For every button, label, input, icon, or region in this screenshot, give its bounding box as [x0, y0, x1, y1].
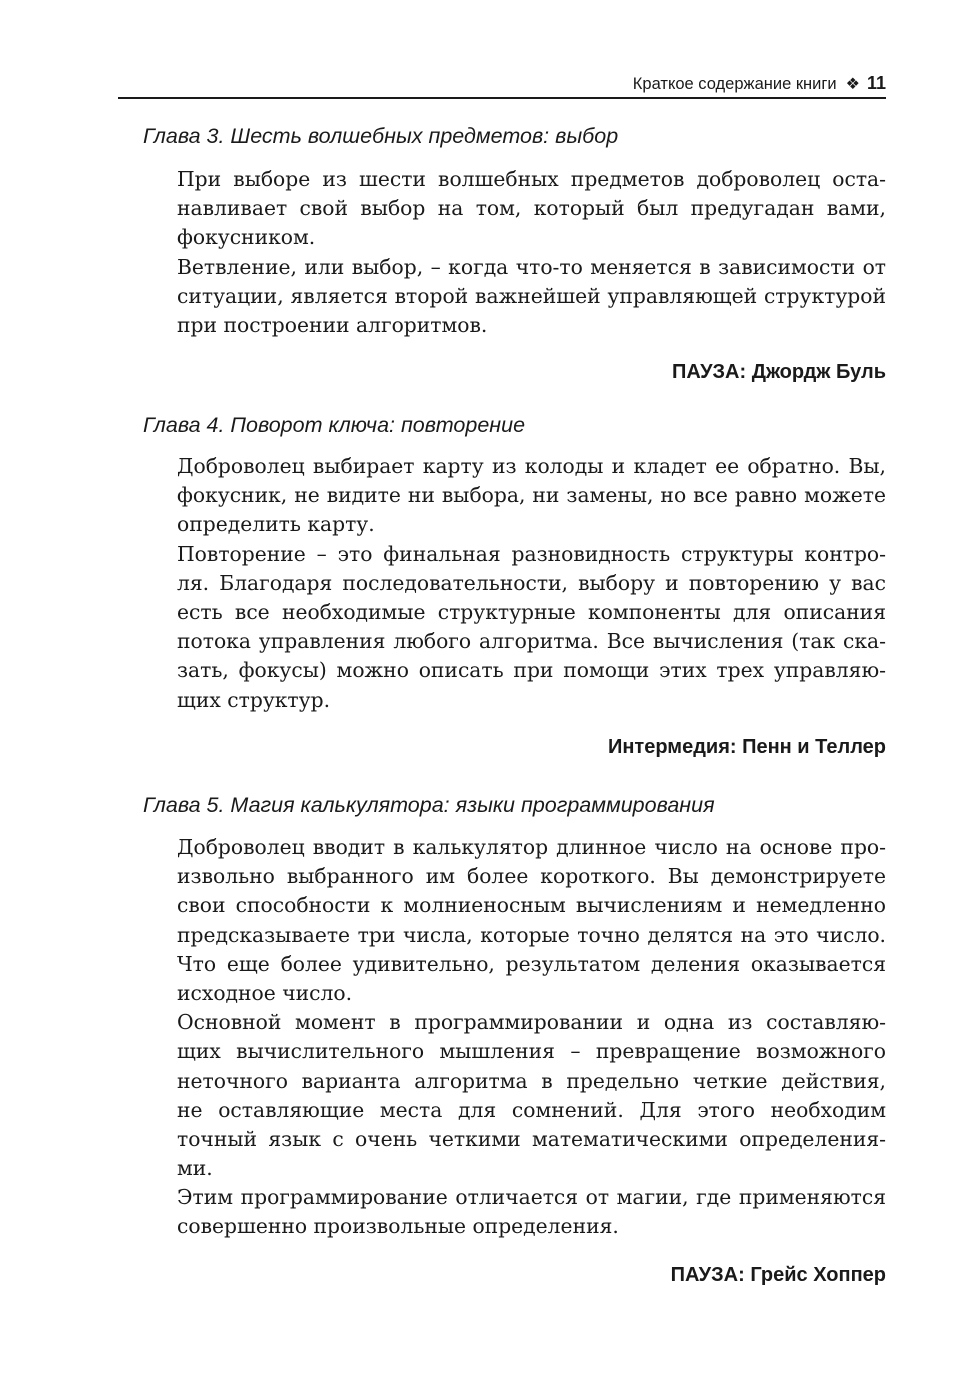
text-line: Повторение – это финальная разновидность структуры контро- — [177, 541, 886, 566]
text-line: ситуации, является второй важнейшей управляющей структурой — [177, 283, 886, 308]
text-line: исходное число. — [177, 980, 353, 1005]
chapter-3-summary — [177, 165, 886, 340]
section-title: Краткое содержание книги — [632, 75, 837, 93]
interlude-george-boole: ПАУЗА: Джордж Буль — [672, 361, 886, 383]
header-rule — [118, 97, 886, 99]
text-line: определить карту. — [177, 512, 375, 537]
text-line: совершенно произвольные определения. — [177, 1214, 619, 1239]
text-line: предсказываете три числа, которые точно делятся на это число. — [177, 922, 886, 947]
text-line: не оставляющие места для сомнений. Для этого необходим — [177, 1097, 886, 1122]
text-line: щих структур. — [177, 687, 331, 712]
text-line: При выборе из шести волшебных предметов доброволец оста- — [177, 167, 886, 191]
diamond-ornament-icon: ❖ — [845, 76, 860, 93]
text-line: Основной момент в программировании и одна из составляю- — [177, 1010, 886, 1035]
text-line: Что еще более удивительно, результатом деления оказывается — [177, 951, 886, 976]
interlude-grace-hopper: ПАУЗА: Грейс Хоппер — [670, 1264, 886, 1286]
page-number: 11 — [866, 73, 886, 93]
text-line: при построении алгоритмов. — [177, 312, 488, 337]
text-line: есть все необходимые структурные компоненты для описания — [177, 599, 886, 624]
text-line: точный язык с очень четкими математическими определения- — [177, 1126, 886, 1151]
chapter-4-title: Глава 4. Поворот ключа: повторение — [143, 413, 526, 437]
text-line: Ветвление, или выбор, – когда что-то меняется в зависимости от — [177, 254, 886, 279]
chapter-3-title: Глава 3. Шесть волшебных предметов: выбор — [143, 124, 619, 148]
chapter-5-summary — [177, 833, 886, 1242]
chapter-4-summary — [177, 452, 886, 715]
text-line: неточного варианта алгоритма в предельно четкие действия, — [177, 1068, 886, 1093]
text-line: Доброволец выбирает карту из колоды и кладет ее обратно. Вы, — [177, 454, 886, 478]
chapter-5-title: Глава 5. Магия калькулятора: языки программирования — [143, 793, 715, 817]
text-line: зать, фокусы) можно описать при помощи этих трех управляю- — [177, 658, 886, 683]
text-line: щих вычислительного мышления – превращение возможного — [177, 1039, 886, 1064]
text-line: ми. — [177, 1156, 213, 1181]
interlude-penn-and-teller: Интермедия: Пенн и Теллер — [607, 736, 886, 758]
text-line: потока управления любого алгоритма. Все вычисления (так ска- — [177, 629, 886, 654]
text-line: фокусником. — [177, 225, 316, 250]
text-line: навливает свой выбор на том, который был предугадан вами, — [177, 196, 886, 221]
text-line: Доброволец вводит в калькулятор длинное число на основе про- — [177, 835, 886, 859]
text-line: извольно выбранного им более короткого. Вы демонстрируете — [177, 864, 886, 889]
text-line: свои способности к молниеносным вычислениям и немедленно — [177, 893, 886, 918]
running-header — [118, 70, 886, 96]
text-line: Этим программирование отличается от магии, где применяются — [177, 1185, 886, 1210]
text-line: фокусник, не видите ни выбора, ни замены, но все равно можете — [177, 483, 886, 508]
text-line: ля. Благодаря последовательности, выбору и повторению у вас — [177, 570, 886, 595]
